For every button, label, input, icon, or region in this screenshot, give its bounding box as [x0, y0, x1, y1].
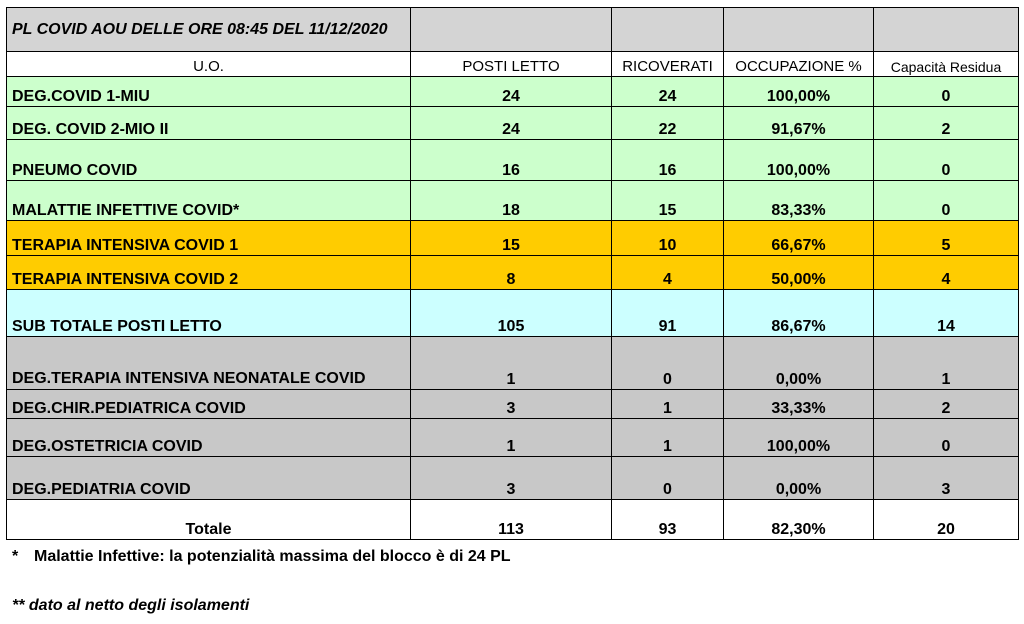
- capacita-value: 2: [874, 390, 1019, 419]
- occupazione-value: 83,33%: [724, 181, 874, 221]
- posti-letto-value: 113: [411, 500, 612, 540]
- posti-letto-value: 1: [411, 419, 612, 457]
- ward-name: PNEUMO COVID: [7, 140, 411, 181]
- subtotal-row: [7, 290, 1019, 337]
- occupazione-value: 66,67%: [724, 221, 874, 256]
- posti-letto-value: 8: [411, 256, 612, 290]
- report-title: PL COVID AOU DELLE ORE 08:45 DEL 11/12/2020: [7, 8, 411, 52]
- title-spacer: [411, 8, 612, 52]
- covid-beds-table: [6, 7, 1019, 540]
- table-row: [7, 140, 1019, 181]
- posti-letto-value: 3: [411, 390, 612, 419]
- occupazione-value: 100,00%: [724, 140, 874, 181]
- ricoverati-value: 93: [612, 500, 724, 540]
- posti-letto-value: 1: [411, 337, 612, 390]
- capacita-value: 3: [874, 457, 1019, 500]
- footnote-isolamenti: ** dato al netto degli isolamenti: [12, 597, 250, 614]
- ward-name: MALATTIE INFETTIVE COVID*: [7, 181, 411, 221]
- ricoverati-value: 0: [612, 337, 724, 390]
- table-row: [7, 390, 1019, 419]
- footnote-text: Malattie Infettive: la potenzialità massima del blocco è di 24 PL: [34, 548, 511, 565]
- footnote-malattie-infettive: [12, 548, 511, 566]
- title-spacer: [874, 8, 1019, 52]
- capacita-value: 0: [874, 77, 1019, 107]
- header-capacita-residua: Capacità Residua: [874, 52, 1019, 77]
- capacita-value: 5: [874, 221, 1019, 256]
- posti-letto-value: 15: [411, 221, 612, 256]
- posti-letto-value: 24: [411, 107, 612, 140]
- ward-name: TERAPIA INTENSIVA COVID 2: [7, 256, 411, 290]
- ward-name: DEG. COVID 2-MIO II: [7, 107, 411, 140]
- occupazione-value: 91,67%: [724, 107, 874, 140]
- title-spacer: [612, 8, 724, 52]
- ricoverati-value: 16: [612, 140, 724, 181]
- header-uo: U.O.: [7, 52, 411, 77]
- ward-name: TERAPIA INTENSIVA COVID 1: [7, 221, 411, 256]
- table-row: [7, 256, 1019, 290]
- occupazione-value: 0,00%: [724, 457, 874, 500]
- occupazione-value: 100,00%: [724, 419, 874, 457]
- occupazione-value: 50,00%: [724, 256, 874, 290]
- occupazione-value: 86,67%: [724, 290, 874, 337]
- ricoverati-value: 15: [612, 181, 724, 221]
- ricoverati-value: 0: [612, 457, 724, 500]
- table-row: [7, 337, 1019, 390]
- capacita-value: 1: [874, 337, 1019, 390]
- header-posti-letto: POSTI LETTO: [411, 52, 612, 77]
- table-row: [7, 77, 1019, 107]
- posti-letto-value: 105: [411, 290, 612, 337]
- title-row: [7, 8, 1019, 52]
- ricoverati-value: 4: [612, 256, 724, 290]
- occupazione-value: 33,33%: [724, 390, 874, 419]
- total-row: [7, 500, 1019, 540]
- posti-letto-value: 16: [411, 140, 612, 181]
- header-ricoverati: RICOVERATI: [612, 52, 724, 77]
- occupazione-value: 100,00%: [724, 77, 874, 107]
- ricoverati-value: 1: [612, 390, 724, 419]
- table-row: [7, 457, 1019, 500]
- posti-letto-value: 24: [411, 77, 612, 107]
- table-row: [7, 107, 1019, 140]
- header-occupazione: OCCUPAZIONE %: [724, 52, 874, 77]
- ward-name: DEG.OSTETRICIA COVID: [7, 419, 411, 457]
- posti-letto-value: 3: [411, 457, 612, 500]
- capacita-value: 0: [874, 181, 1019, 221]
- ricoverati-value: 22: [612, 107, 724, 140]
- capacita-value: 0: [874, 140, 1019, 181]
- capacita-value: 14: [874, 290, 1019, 337]
- footnote-asterisk: *: [12, 548, 19, 565]
- subtotal-label: SUB TOTALE POSTI LETTO: [7, 290, 411, 337]
- capacita-value: 2: [874, 107, 1019, 140]
- ward-name: DEG.TERAPIA INTENSIVA NEONATALE COVID: [7, 337, 411, 390]
- total-label: Totale: [7, 500, 411, 540]
- ricoverati-value: 1: [612, 419, 724, 457]
- ward-name: DEG.COVID 1-MIU: [7, 77, 411, 107]
- ricoverati-value: 10: [612, 221, 724, 256]
- posti-letto-value: 18: [411, 181, 612, 221]
- capacita-value: 20: [874, 500, 1019, 540]
- table-row: [7, 181, 1019, 221]
- ricoverati-value: 24: [612, 77, 724, 107]
- table-row: [7, 419, 1019, 457]
- table-row: [7, 221, 1019, 256]
- ward-name: DEG.PEDIATRIA COVID: [7, 457, 411, 500]
- header-row: [7, 52, 1019, 77]
- title-spacer: [724, 8, 874, 52]
- ward-name: DEG.CHIR.PEDIATRICA COVID: [7, 390, 411, 419]
- occupazione-value: 82,30%: [724, 500, 874, 540]
- capacita-value: 4: [874, 256, 1019, 290]
- ricoverati-value: 91: [612, 290, 724, 337]
- capacita-value: 0: [874, 419, 1019, 457]
- occupazione-value: 0,00%: [724, 337, 874, 390]
